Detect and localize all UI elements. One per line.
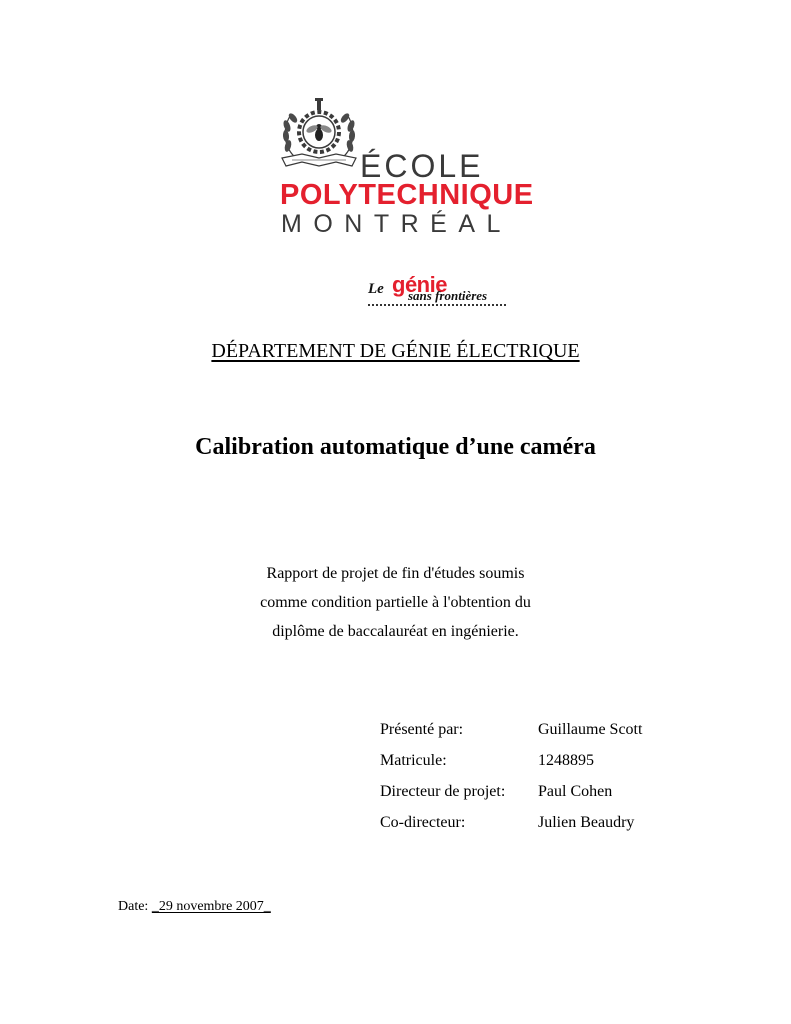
genie-logo-le: Le [368, 281, 384, 297]
info-row-directeur [380, 782, 642, 813]
polytechnique-crest-icon [278, 96, 360, 174]
logo-montreal-text: MONTRÉAL [281, 210, 512, 238]
info-label: Directeur de projet: [380, 783, 506, 800]
genie-logo-sans-frontieres: sans frontières [408, 288, 488, 303]
info-label: Présenté par: [380, 721, 464, 738]
info-value: Paul Cohen [538, 783, 613, 800]
genie-sans-frontieres-logo [368, 274, 510, 308]
description-line: diplôme de baccalauréat en ingénierie. [272, 623, 519, 640]
author-info-block [380, 720, 642, 844]
logo-polytechnique-text: POLYTECHNIQUE [280, 179, 534, 211]
info-value: 1248895 [538, 752, 594, 769]
description-line: Rapport de projet de fin d'études soumis [266, 565, 525, 582]
info-row-matricule [380, 751, 642, 782]
date-value: _29 novembre 2007_ [151, 899, 271, 914]
info-row-co-directeur [380, 813, 642, 844]
logo-ecole-text: ÉCOLE [360, 148, 484, 184]
genie-logo-genie: génie [392, 272, 447, 297]
department-heading: DÉPARTEMENT DE GÉNIE ÉLECTRIQUE [211, 340, 580, 362]
date-line [118, 899, 271, 915]
info-label: Matricule: [380, 752, 447, 769]
description-line: comme condition partielle à l'obtention du [260, 594, 531, 611]
info-value: Guillaume Scott [538, 721, 643, 738]
info-value: Julien Beaudry [538, 814, 635, 831]
date-label: Date: [118, 899, 149, 914]
genie-logo-dotted-rule [368, 304, 506, 306]
report-title: Calibration automatique d’une caméra [195, 434, 596, 460]
info-row-presente-par [380, 720, 642, 751]
report-description [0, 564, 791, 651]
info-label: Co-directeur: [380, 814, 466, 831]
